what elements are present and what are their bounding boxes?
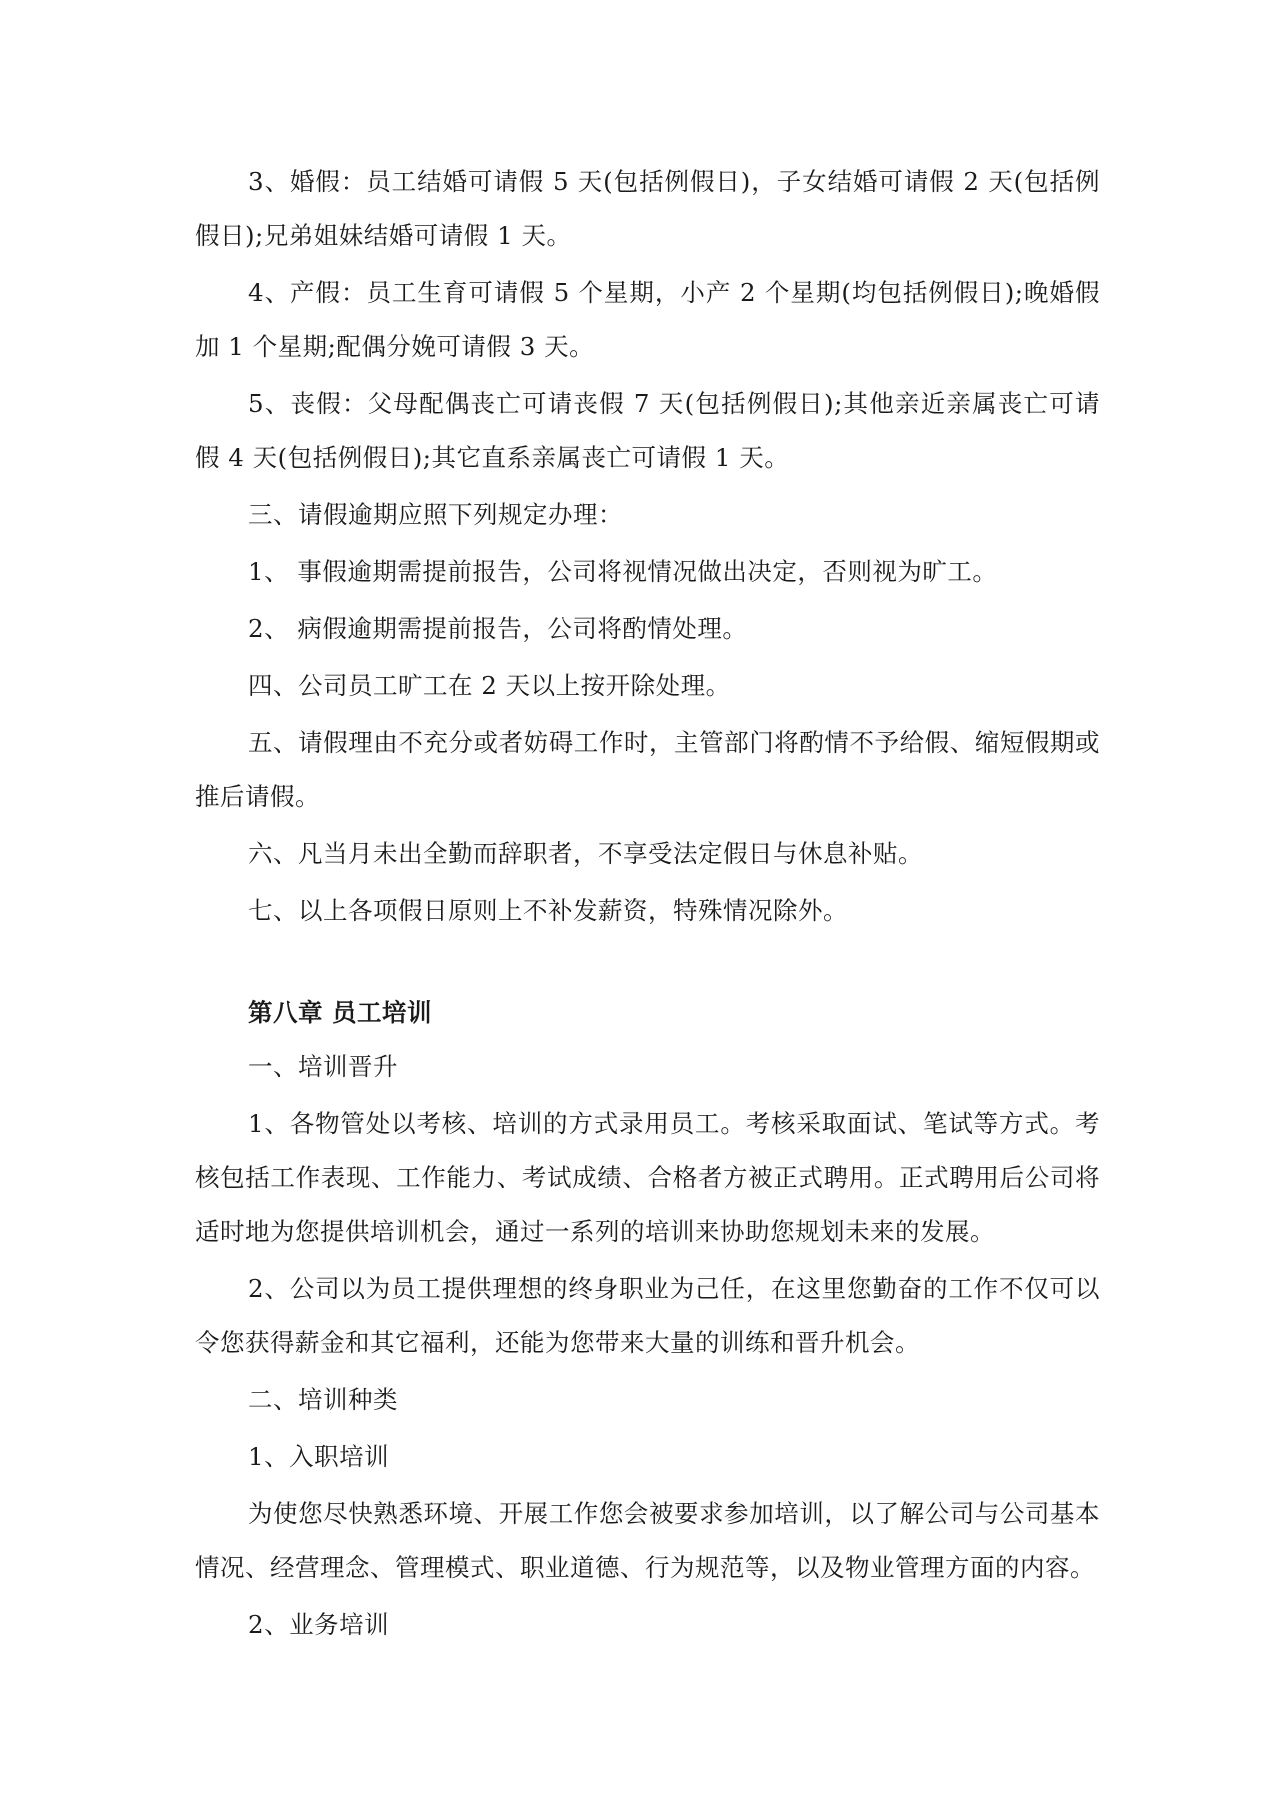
paragraph-career: 2、公司以为员工提供理想的终身职业为己任，在这里您勤奋的工作不仅可以令您获得薪金和其它福利，还能为您带来大量的训练和晋升机会。 xyxy=(195,1274,1100,1357)
paragraph-absenteeism: 四、公司员工旷工在 2 天以上按开除处理。 xyxy=(248,671,731,700)
section-heading-training-promotion: 一、培训晋升 xyxy=(248,1052,398,1081)
paragraph-insufficient-reason: 五、请假理由不充分或者妨碍工作时，主管部门将酌情不予给假、缩短假期或推后请假。 xyxy=(195,728,1100,811)
paragraph-marriage-leave: 3、婚假：员工结婚可请假 5 天(包括例假日)，子女结婚可请假 2 天(包括例假日);兄弟姐妹结婚可请假 1 天。 xyxy=(195,167,1100,250)
subheading-business-training: 2、业务培训 xyxy=(248,1610,390,1639)
paragraph-maternity-leave: 4、产假：员工生育可请假 5 个星期，小产 2 个星期(均包括例假日);晚婚假加 1 个星期;配偶分娩可请假 3 天。 xyxy=(195,278,1100,361)
subheading-onboarding-training: 1、入职培训 xyxy=(248,1442,390,1471)
paragraph-overdue-personal-leave: 1、 事假逾期需提前报告，公司将视情况做出决定，否则视为旷工。 xyxy=(248,557,998,586)
paragraph-bereavement-leave: 5、丧假：父母配偶丧亡可请丧假 7 天(包括例假日);其他亲近亲属丧亡可请假 4 天(包括例假日);其它直系亲属丧亡可请假 1 天。 xyxy=(195,389,1100,472)
chapter-title: 第八章 员工培训 xyxy=(248,998,433,1027)
document-body xyxy=(195,155,1100,1655)
paragraph-salary: 七、以上各项假日原则上不补发薪资，特殊情况除外。 xyxy=(248,896,848,925)
paragraph-overdue-leave-heading: 三、请假逾期应照下列规定办理： xyxy=(248,500,623,529)
section-heading-training-types: 二、培训种类 xyxy=(248,1385,398,1414)
paragraph-recruitment: 1、各物管处以考核、培训的方式录用员工。考核采取面试、笔试等方式。考核包括工作表现、工作能力、考试成绩、合格者方被正式聘用。正式聘用后公司将适时地为您提供培训机会，通过一系列的培训来协助您规划未来的发展。 xyxy=(195,1109,1100,1246)
paragraph-overdue-sick-leave: 2、 病假逾期需提前报告，公司将酌情处理。 xyxy=(248,614,748,643)
paragraph-resignation: 六、凡当月未出全勤而辞职者，不享受法定假日与休息补贴。 xyxy=(248,839,923,868)
paragraph-onboarding: 为使您尽快熟悉环境、开展工作您会被要求参加培训，以了解公司与公司基本情况、经营理念、管理模式、职业道德、行为规范等，以及物业管理方面的内容。 xyxy=(195,1499,1100,1582)
